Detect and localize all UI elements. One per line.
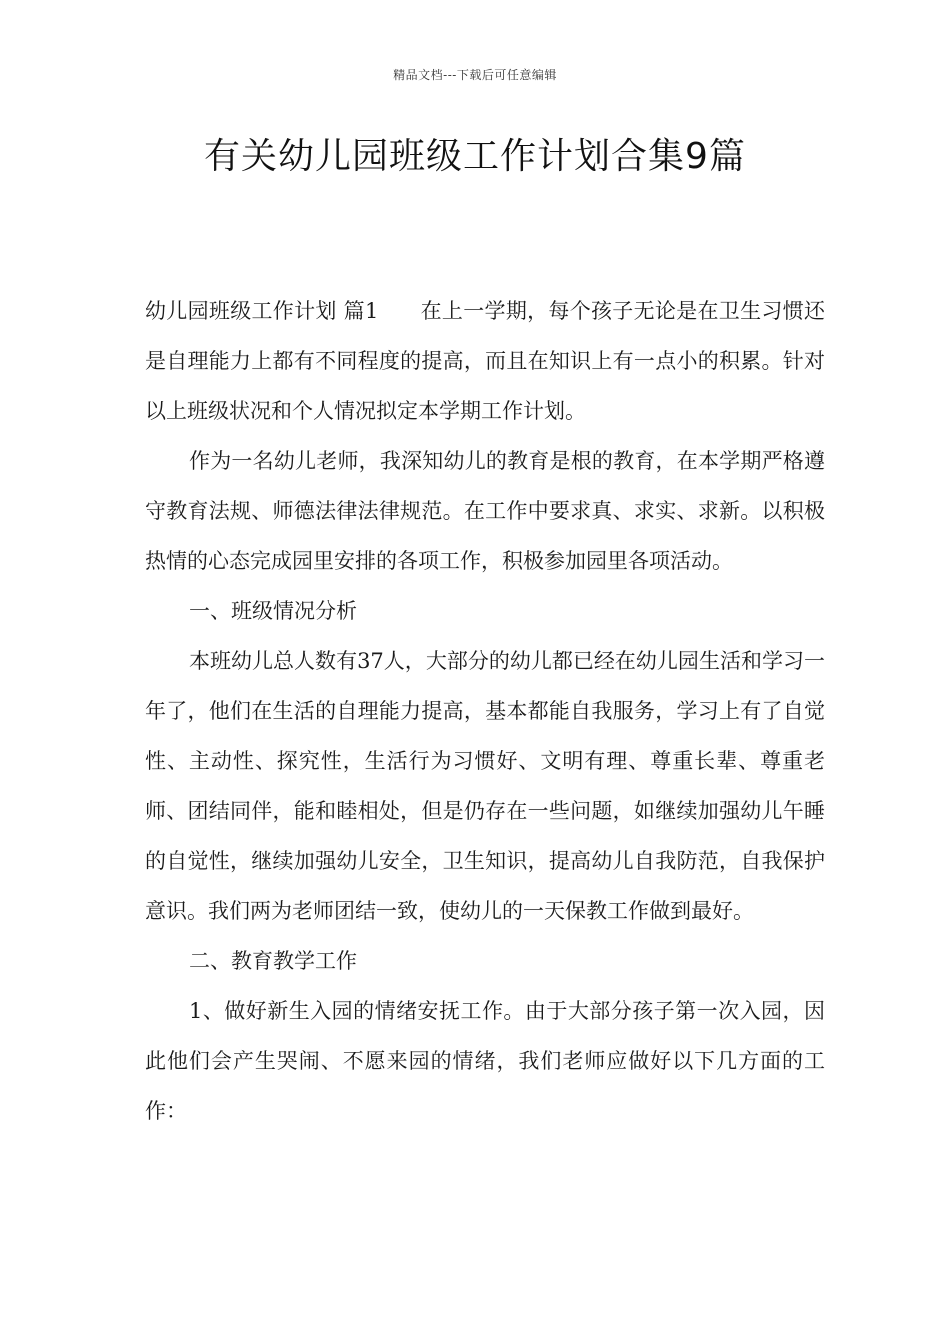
paragraph-intro bbox=[145, 286, 825, 436]
document-body bbox=[145, 286, 825, 1136]
intro-text: 在上一学期，每个孩子无论是在卫生习惯还是自理能力上都有不同程度的提高，而且在知识上有一点小的积累。针对以上班级状况和个人情况拟定本学期工作计划。 bbox=[145, 299, 825, 423]
document-title: 有关幼儿园班级工作计划合集9篇 bbox=[204, 136, 746, 177]
heading-teaching-work: 二、教育教学工作 bbox=[189, 949, 357, 973]
paragraph-new-students: 1、做好新生入园的情绪安抚工作。由于大部分孩子第一次入园，因此他们会产生哭闹、不愿来园的情绪，我们老师应做好以下几方面的工作： bbox=[145, 999, 825, 1123]
paragraph-teacher-role: 作为一名幼儿老师，我深知幼儿的教育是根的教育，在本学期严格遵守教育法规、师德法律法律规范。在工作中要求真、求实、求新。以积极热情的心态完成园里安排的各项工作，积极参加园里各项活动。 bbox=[145, 449, 825, 573]
heading-class-analysis: 一、班级情况分析 bbox=[189, 599, 357, 623]
section-label: 幼儿园班级工作计划 篇1 bbox=[145, 299, 379, 323]
header-note: 精品文档---下载后可任意编辑 bbox=[393, 68, 557, 82]
paragraph-class-analysis: 本班幼儿总人数有37人，大部分的幼儿都已经在幼儿园生活和学习一年了，他们在生活的自理能力提高，基本都能自我服务，学习上有了自觉性、主动性、探究性，生活行为习惯好、文明有理、尊重长辈、尊重老师、团结同伴，能和睦相处，但是仍存在一些问题，如继续加强幼儿午睡的自觉性，继续加强幼儿安全，卫生知识，提高幼儿自我防范，自我保护意识。我们两为老师团结一致，使幼儿的一天保教工作做到最好。 bbox=[145, 649, 825, 923]
